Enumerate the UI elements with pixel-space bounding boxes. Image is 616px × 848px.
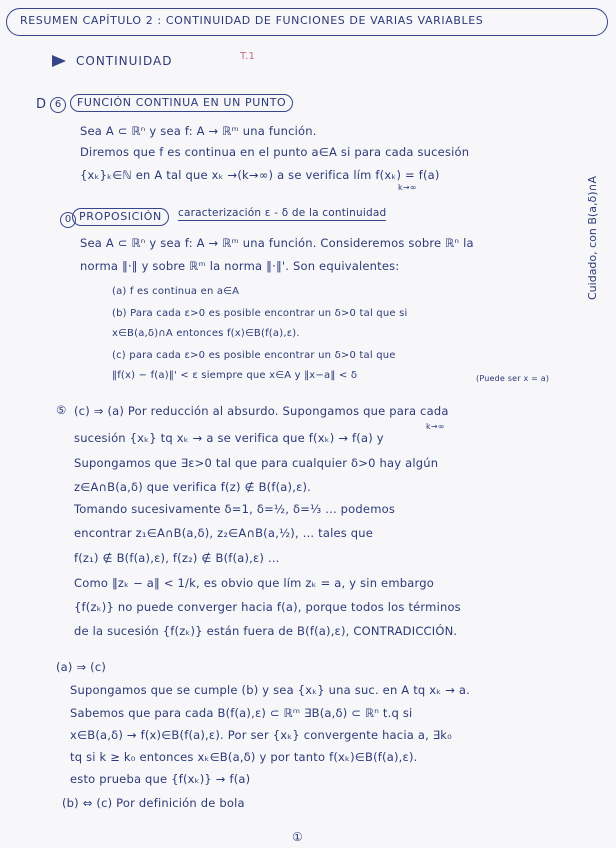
proposition-heading: PROPOSICIÓN [72,208,169,226]
proof-line: (c) ⇒ (a) Por reducción al absurdo. Supongamos que para cada [74,404,449,418]
proof-line: tq si k ≥ k₀ entonces xₖ∈B(a,δ) y por tanto f(xₖ)∈B(f(a),ε). [70,750,418,764]
proof-line: z∈A∩B(a,δ) que verifica f(z) ∉ B(f(a),ε). [74,480,312,494]
proposition-item: x∈B(a,δ)∩A entonces f(x)∈B(f(a),ε). [112,328,300,339]
page-number: ① [292,830,303,844]
proposition-note: (Puede ser x = a) [476,374,550,383]
proposition-item: (b) Para cada ε>0 es posible encontrar un δ>0 tal que si [112,308,408,319]
corner-mark: T.1 [240,51,256,62]
proof-line: Supongamos que ∃ε>0 tal que para cualquier δ>0 hay algún [74,456,439,470]
proof-case-heading: (b) ⇔ (c) Por definición de bola [62,796,245,810]
proof-line: de la sucesión {f(zₖ)} están fuera de B(f(a),ε), CONTRADICCIÓN. [74,624,458,638]
proof-line: sucesión {xₖ} tq xₖ → a se verifica que f(xₖ) → f(a) y [74,431,384,445]
bullet-arrow-icon [52,55,66,67]
definition-heading: FUNCIÓN CONTINUA EN UN PUNTO [70,94,293,112]
definition-line: Diremos que f es continua en el punto a∈A si para cada sucesión [80,145,470,159]
proposition-line: Sea A ⊂ ℝⁿ y sea f: A → ℝᵐ una función. Consideremos sobre ℝⁿ la [80,236,474,250]
proof-line: {f(zₖ)} no puede converger hacia f(a), porque todos los términos [74,600,461,614]
proof-line: esto prueba que {f(xₖ)} → f(a) [70,772,251,786]
section-heading: CONTINUIDAD [76,54,173,68]
limit-subscript: k→∞ [398,183,417,192]
proposition-subheading: caracterización ε - δ de la continuidad [178,207,387,219]
proof-case-heading: (a) ⇒ (c) [56,660,107,674]
proof-line: Como ‖zₖ − a‖ < 1/k, es obvio que lím zₖ = a, y sin embargo [74,576,434,590]
proof-line: Tomando sucesivamente δ=1, δ=½, δ=⅓ ... podemos [74,502,396,516]
proof-line: Sabemos que para cada B(f(a),ε) ⊂ ℝᵐ ∃B(a,δ) ⊂ ℝⁿ t.q si [70,706,413,720]
definition-line: {xₖ}ₖ∈ℕ en A tal que xₖ →(k→∞) a se verifica lím f(xₖ) = f(a) [80,168,440,182]
definition-line: Sea A ⊂ ℝⁿ y sea f: A → ℝᵐ una función. [80,124,317,138]
definition-number: 6 [50,97,66,113]
proof-limit-subscript: k→∞ [426,422,445,431]
proposition-item: ‖f(x) − f(a)‖' < ε siempre que x∈A y ‖x−a‖ < δ [112,370,358,381]
definition-marker: D [36,97,47,112]
proof-line: x∈B(a,δ) → f(x)∈B(f(a),ε). Por ser {xₖ} convergente hacia a, ∃k₀ [70,728,452,742]
proposition-line: norma ‖·‖ y sobre ℝᵐ la norma ‖·‖'. Son equivalentes: [80,259,400,273]
proposition-item: (c) para cada ε>0 es posible encontrar un δ>0 tal que [112,350,396,361]
side-note: Cuidado, con B(a,δ)∩A [586,175,599,300]
proof-line: f(z₁) ∉ B(f(a),ε), f(z₂) ∉ B(f(a),ε) ... [74,551,280,565]
proof-marker: ⑤ [56,403,67,417]
proposition-item: (a) f es continua en a∈A [112,286,240,297]
proposition-number: 0 [60,212,76,228]
proof-line: encontrar z₁∈A∩B(a,δ), z₂∈A∩B(a,½), ... tales que [74,526,374,540]
page-title: RESUMEN CAPÍTULO 2 : CONTINUIDAD DE FUNCIONES DE VARIAS VARIABLES [20,14,484,27]
proof-line: Supongamos que se cumple (b) y sea {xₖ} una suc. en A tq xₖ → a. [70,683,471,697]
